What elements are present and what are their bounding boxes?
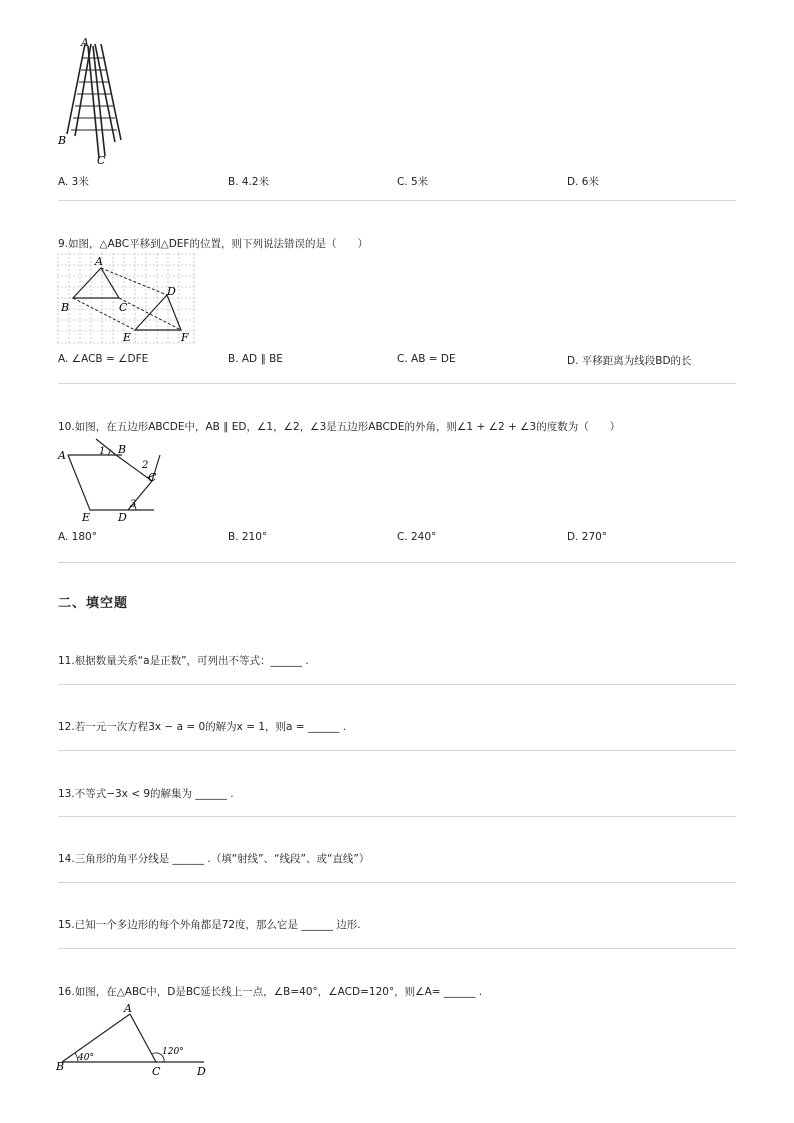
label-a: A [81,36,89,49]
label-e: E [123,331,132,344]
angle-c-label: 120° [162,1047,184,1057]
q9-option-a: A. ∠ACB = ∠DFE [58,353,149,365]
section-heading: 二、填空题 [58,596,129,611]
label-a: A [58,449,66,462]
q10-stem: 10.如图，在五边形ABCDE中，AB ∥ ED，∠1，∠2，∠3是五边形ABCDE的外角，则∠1 + ∠2 + ∠3的度数为（ ） [58,421,621,433]
angle-3-label: 3 [130,499,137,510]
label-b: B [56,1060,65,1073]
angle-1-label: 1 [99,446,106,457]
label-a: A [95,255,103,268]
label-b: B [118,443,127,456]
q10-option-a: A. 180° [58,531,97,543]
triangle-figure [56,1002,216,1082]
divider [58,383,736,384]
q9-option-b: B. AD ∥ BE [228,353,283,365]
divider [58,816,736,817]
label-d: D [197,1065,206,1078]
q9-stem: 9.如图，△ABC平移到△DEF的位置，则下列说法错误的是（ ） [58,238,368,250]
q10-option-b: B. 210° [228,531,268,543]
q8-option-b: B. 4.2米 [228,176,270,188]
label-c: C [148,471,157,484]
divider [58,750,736,751]
label-d: D [118,511,127,524]
label-c: C [97,154,106,167]
label-d: D [167,285,176,298]
q10-option-c: C. 240° [397,531,437,543]
label-b: B [61,301,70,314]
divider [58,684,736,685]
q16-text: 16.如图，在△ABC中，D是BC延长线上一点，∠B=40°，∠ACD=120°，则∠A= ______ . [58,986,483,998]
label-e: E [82,511,91,524]
translation-figure [57,253,197,345]
divider [58,882,736,883]
divider [58,562,736,563]
divider [58,948,736,949]
divider [58,200,736,201]
q15-text: 15.已知一个多边形的每个外角都是72度，那么它是 ______ 边形. [58,919,361,931]
label-b: B [58,134,67,147]
label-f: F [181,331,189,344]
angle-b-label: 40° [78,1053,94,1063]
ladder-figure [55,36,145,168]
q8-option-d: D. 6米 [567,176,599,188]
angle-2-label: 2 [142,460,149,471]
pentagon-figure [56,437,168,525]
q9-option-c: C. AB = DE [397,353,456,365]
q8-option-c: C. 5米 [397,176,429,188]
label-c: C [152,1065,161,1078]
q10-option-d: D. 270° [567,531,608,543]
q13-text: 13.不等式−3x < 9的解集为 ______ . [58,788,234,800]
q12-text: 12.若一元一次方程3x − a = 0的解为x = 1，则a = ______ . [58,721,347,733]
q9-option-d: D. 平移距离为线段BD的长 [567,355,692,367]
label-c: C [119,301,128,314]
q11-text: 11.根据数量关系“a是正数”，可列出不等式：______ . [58,655,309,667]
label-a: A [124,1002,132,1015]
q14-text: 14.三角形的角平分线是 ______ .（填“射线”、“线段”、或“直线”） [58,853,370,865]
q8-option-a: A. 3米 [58,176,89,188]
